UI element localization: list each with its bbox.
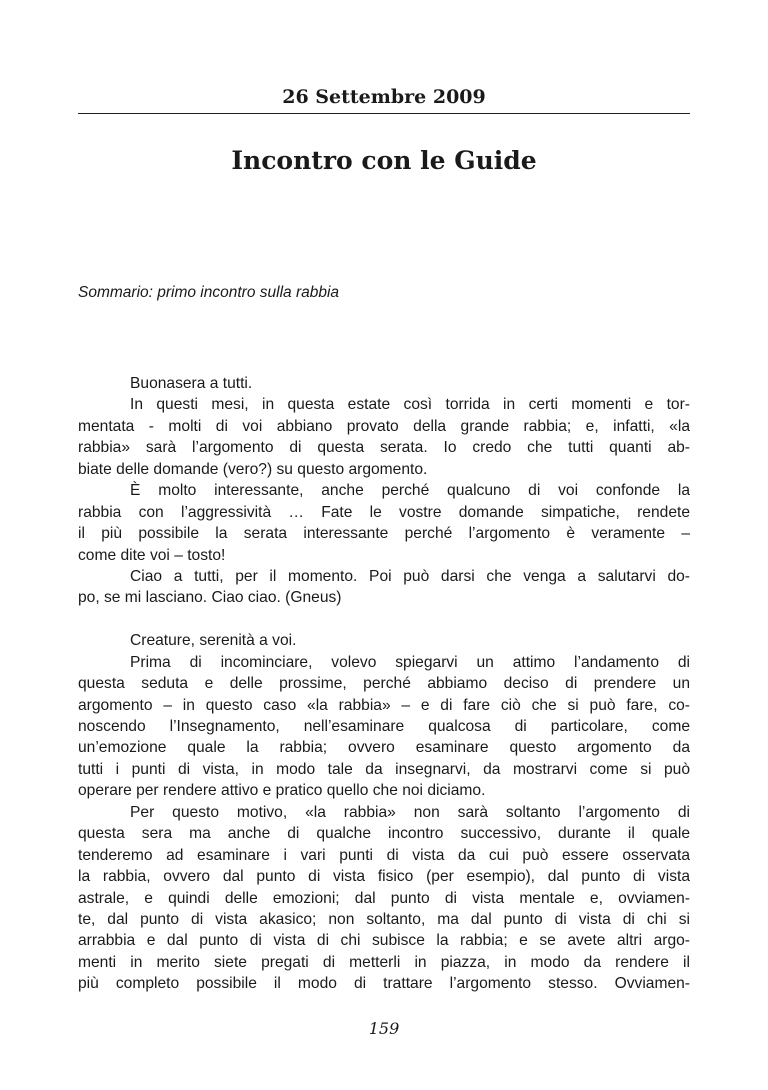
text-line: operare per rendere attivo e pratico quello che noi diciamo. [78, 782, 486, 800]
paragraph [78, 630, 690, 651]
text-line: po, se mi lasciano. Ciao ciao. (Gneus) [78, 589, 342, 607]
text-line: biate delle domande (vero?) su questo argomento. [78, 460, 428, 478]
text-line: Buonasera a tutti. [130, 375, 253, 392]
text-line: Creature, serenità a voi. [130, 632, 297, 650]
text-line: argomento – in questo caso «la rabbia» – e di fare ciò che si può fare, co- [78, 696, 690, 714]
text-line: un’emozione quale la rabbia; ovvero esaminare questo argomento da [78, 739, 690, 757]
text-line: rabbia» sarà l’argomento di questa serata. Io credo che tutti quanti ab- [78, 439, 690, 457]
text-line: mentata - molti di voi abbiano provato della grande rabbia; e, infatti, «la [78, 417, 690, 435]
header-divider [78, 113, 690, 114]
text-line: Prima di incominciare, volevo spiegarvi un attimo l’andamento di [130, 653, 690, 671]
summary: Sommario: primo incontro sulla rabbia [78, 284, 340, 301]
text-line: In questi mesi, in questa estate così torrida in certi momenti e tor- [130, 396, 690, 414]
text-line: noscendo l’Insegnamento, nell’esaminare qualcosa di particolare, come [78, 718, 690, 735]
paragraph [78, 480, 690, 566]
paragraph [78, 373, 690, 394]
page-header-date: 26 Settembre 2009 [282, 86, 486, 108]
text-line: questa sera ma anche di qualche incontro successivo, durante il quale [78, 825, 690, 843]
text-line: astrale, e quindi delle emozioni; dal punto di vista mentale e, ovviamen- [78, 889, 690, 907]
text-line: la rabbia, ovvero dal punto di vista fisico (per esempio), dal punto di vista [78, 868, 690, 886]
text-line: Per questo motivo, «la rabbia» non sarà soltanto l’argomento di [130, 803, 690, 821]
chapter-title: Incontro con le Guide [231, 146, 537, 175]
page-number: 159 [368, 1019, 400, 1038]
body-text [78, 373, 690, 995]
text-line: È molto interessante, anche perché qualcuno di voi confonde la [130, 482, 690, 500]
text-line: più completo possibile il modo di trattare l’argomento stesso. Ovviamen- [78, 975, 690, 993]
text-line: come dite voi – tosto! [78, 546, 226, 564]
text-line: Ciao a tutti, per il momento. Poi può darsi che venga a salutarvi do- [130, 567, 690, 585]
text-line: te, dal punto di vista akasico; non soltanto, ma dal punto di vista di chi si [78, 910, 690, 928]
text-line: arrabbia e dal punto di vista di chi subisce la rabbia; e se avete altri argo- [78, 932, 690, 950]
paragraph [78, 394, 690, 480]
text-line: rabbia con l’aggressività … Fate le vostre domande simpatiche, rendete [78, 503, 690, 521]
text-line: questa seduta e delle prossime, perché abbiamo deciso di prendere un [78, 675, 690, 693]
paragraph [78, 652, 690, 802]
paragraph [78, 802, 690, 995]
paragraph [78, 566, 690, 609]
text-line: menti in merito siete pregati di metterli in piazza, in modo da rendere il [78, 953, 690, 971]
text-line: il più possibile la serata interessante perché l’argomento è veramente – [78, 525, 690, 543]
text-line: tutti i punti di vista, in modo tale da insegnarvi, da mostrarvi come si può [78, 760, 690, 778]
section-gap [78, 609, 690, 630]
text-line: tenderemo ad esaminare i vari punti di vista da cui può essere osservata [78, 846, 690, 864]
